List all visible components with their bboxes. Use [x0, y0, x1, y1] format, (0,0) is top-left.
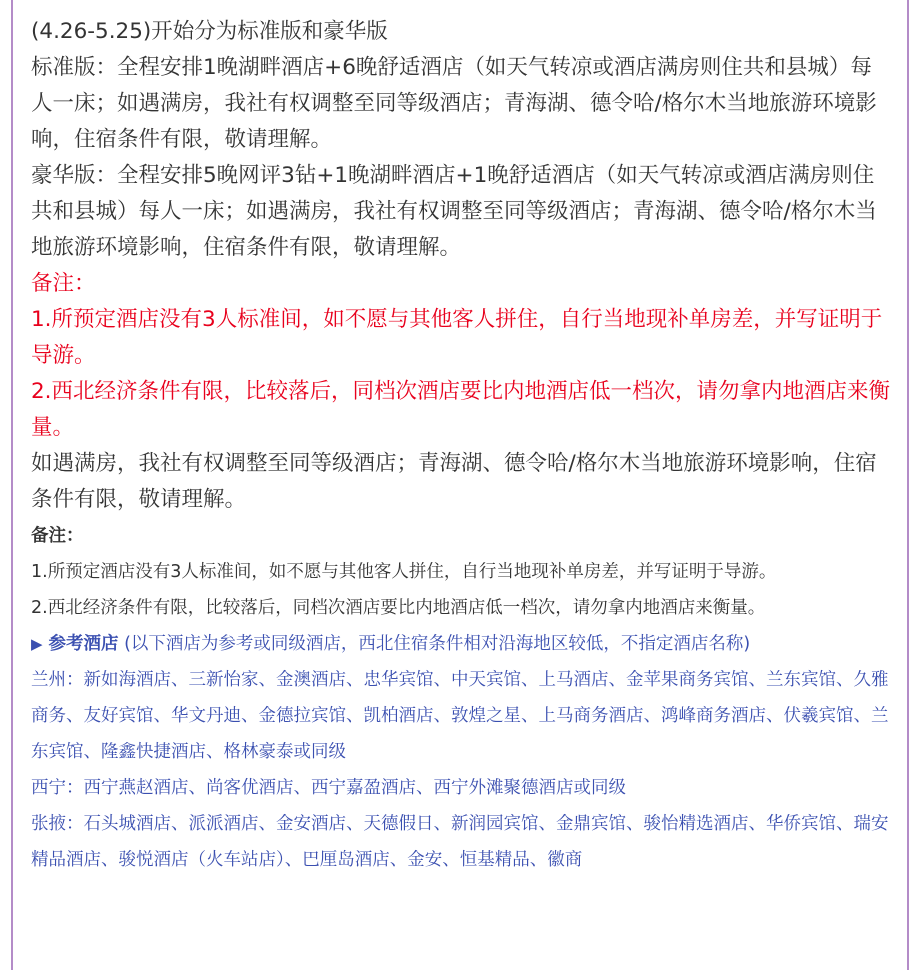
remark-label-red: 备注： — [31, 271, 96, 296]
city-hotels-lanzhou: 兰州：新如海酒店、三新怡家、金澳酒店、忠华宾馆、中天宾馆、上马酒店、金苹果商务宾馆、兰东宾馆、久雅商务、友好宾馆、华文丹迪、金德拉宾馆、凯柏酒店、敦煌之星、上马商务酒店、鸿峰商务酒店、伏羲宾馆、兰东宾馆、隆鑫快捷酒店、格林豪泰或同级 — [31, 670, 889, 762]
hotel-info-panel — [11, 0, 909, 970]
remark-label: 备注： — [31, 526, 84, 546]
period-heading: (4.26-5.25)开始分为标准版和豪华版 — [31, 19, 388, 44]
remark-item-2: 2.西北经济条件有限，比较落后，同档次酒店要比内地酒店低一档次，请勿拿内地酒店来衡量。 — [31, 598, 766, 618]
reference-hotels-heading — [31, 626, 893, 662]
hotel-info-content — [13, 0, 907, 878]
city-hotels-xining: 西宁：西宁燕赵酒店、尚客优酒店、西宁嘉盈酒店、西宁外滩聚德酒店或同级 — [31, 778, 626, 798]
reference-hotels-subtitle: (以下酒店为参考或同级酒店，西北住宿条件相对沿海地区较低，不指定酒店名称) — [118, 634, 751, 654]
play-arrow-icon: ▶ — [31, 635, 43, 653]
standard-edition-text: 标准版：全程安排1晚湖畔酒店+6晚舒适酒店（如天气转凉或酒店满房则住共和县城）每人一床；如遇满房，我社有权调整至同等级酒店；青海湖、德令哈/格尔木当地旅游环境影响，住宿条件有限，敬请理解。 — [31, 55, 877, 152]
remark-item-2-red: 2.西北经济条件有限，比较落后，同档次酒店要比内地酒店低一档次，请勿拿内地酒店来衡量。 — [31, 379, 891, 440]
full-room-notice: 如遇满房，我社有权调整至同等级酒店；青海湖、德令哈/格尔木当地旅游环境影响，住宿条件有限，敬请理解。 — [31, 451, 877, 512]
remark-item-1-red: 1.所预定酒店没有3人标准间，如不愿与其他客人拼住，自行当地现补单房差，并写证明于导游。 — [31, 307, 883, 368]
remark-item-1: 1.所预定酒店没有3人标准间，如不愿与其他客人拼住，自行当地现补单房差，并写证明于导游。 — [31, 562, 777, 582]
deluxe-edition-text: 豪华版：全程安排5晚网评3钻+1晚湖畔酒店+1晚舒适酒店（如天气转凉或酒店满房则住共和县城）每人一床；如遇满房，我社有权调整至同等级酒店；青海湖、德令哈/格尔木当地旅游环境影响，住宿条件有限，敬请理解。 — [31, 163, 877, 260]
city-hotels-zhangye: 张掖：石头城酒店、派派酒店、金安酒店、天德假日、新润园宾馆、金鼎宾馆、骏怡精选酒店、华侨宾馆、瑞安精品酒店、骏悦酒店（火车站店）、巴厘岛酒店、金安、恒基精品、徽商 — [31, 814, 889, 870]
reference-hotels-title: 参考酒店 — [48, 634, 119, 654]
